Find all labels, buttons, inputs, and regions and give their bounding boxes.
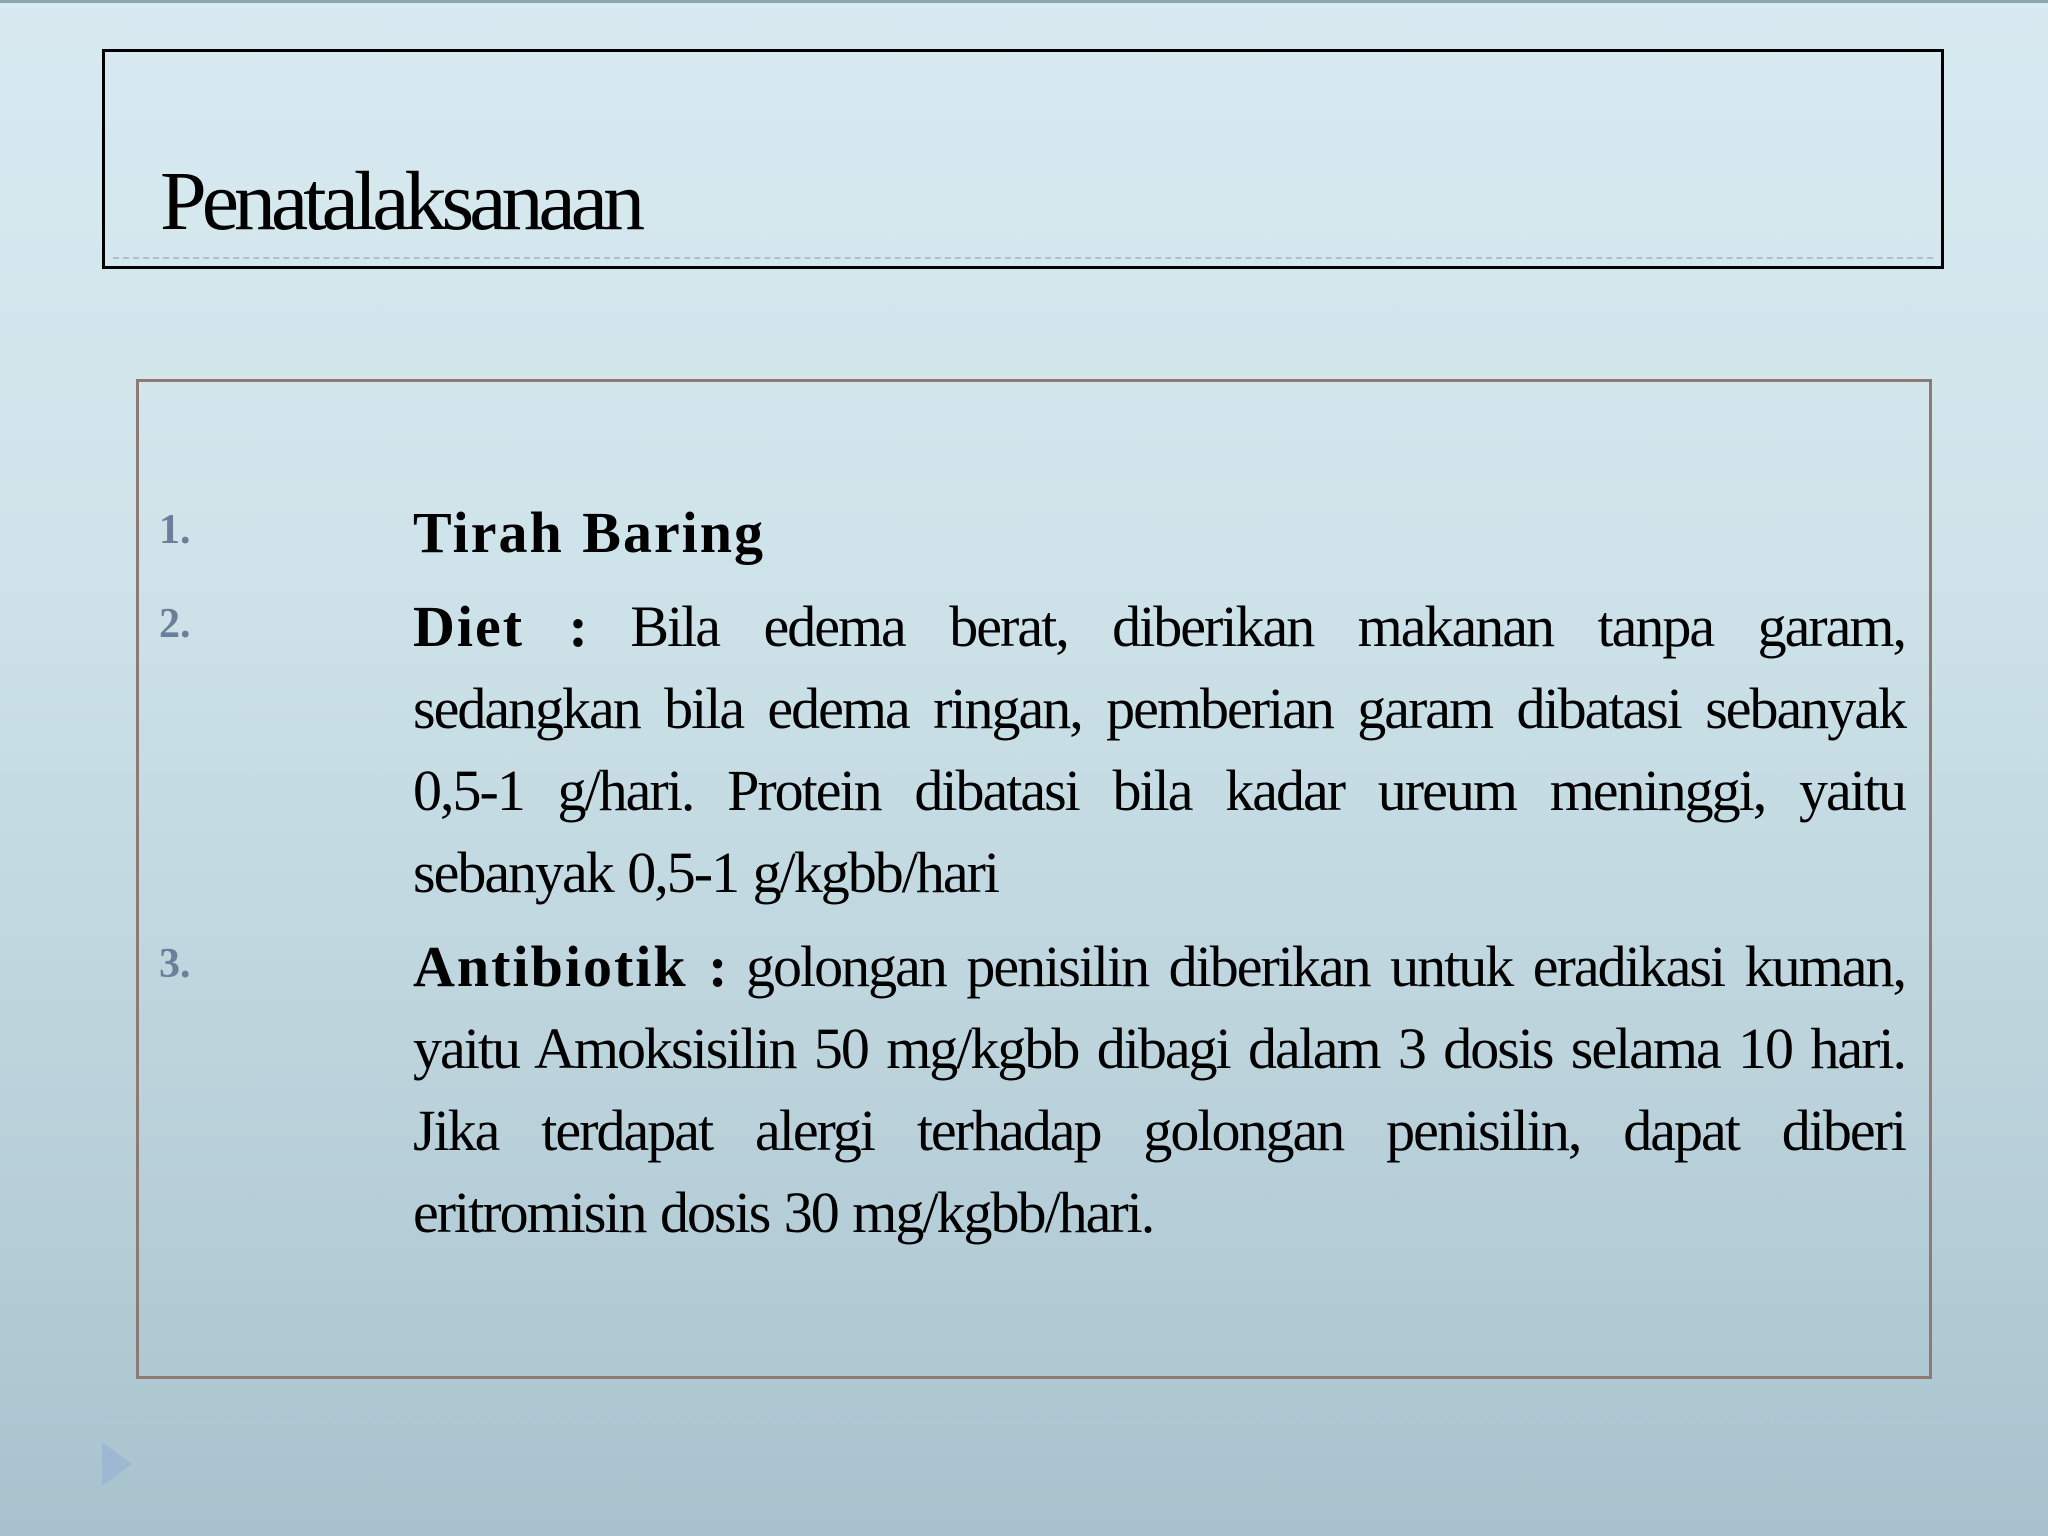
footer-divider xyxy=(102,1422,1944,1424)
list-item-separator: : xyxy=(524,594,631,659)
list-item-term: Diet xyxy=(413,594,525,659)
list-item-number: 1. xyxy=(159,507,191,553)
title-divider xyxy=(113,257,1933,259)
title-box xyxy=(102,49,1944,269)
top-rule xyxy=(0,0,2048,3)
list-item-separator: : xyxy=(687,934,746,999)
list-item-text: golongan penisilin diberikan untuk eradikasi kuman, yaitu Amoksisilin 50 mg/kgbb dibagi dalam 3 dosis selama 10 hari. Jika terdapat alergi terhadap golongan penisilin, dapat diberi eritromisin dosis 30 mg/kgbb/hari. xyxy=(413,934,1905,1245)
numbered-list xyxy=(159,492,1905,1266)
list-item-term: Tirah Baring xyxy=(413,500,766,565)
list-item-antibiotik xyxy=(159,926,1905,1254)
slide-title: Penatalaksanaan xyxy=(160,155,641,248)
list-item-number: 3. xyxy=(159,941,191,987)
list-item-diet xyxy=(159,586,1905,914)
list-item-body xyxy=(413,926,1905,1254)
list-item-body xyxy=(413,586,1905,914)
list-item-tirah-baring xyxy=(159,492,1905,574)
list-item-body xyxy=(413,492,1905,574)
content-box xyxy=(136,379,1932,1379)
list-item-term: Antibiotik xyxy=(413,934,688,999)
list-item-number: 2. xyxy=(159,601,191,647)
list-item-text: Bila edema berat, diberikan makanan tanpa garam, sedangkan bila edema ringan, pemberian garam dibatasi sebanyak 0,5-1 g/hari. Protein dibatasi bila kadar ureum meninggi, yaitu sebanyak 0,5-1 g/kgbb/hari xyxy=(413,594,1905,905)
triangle-right-icon[interactable] xyxy=(102,1442,132,1486)
